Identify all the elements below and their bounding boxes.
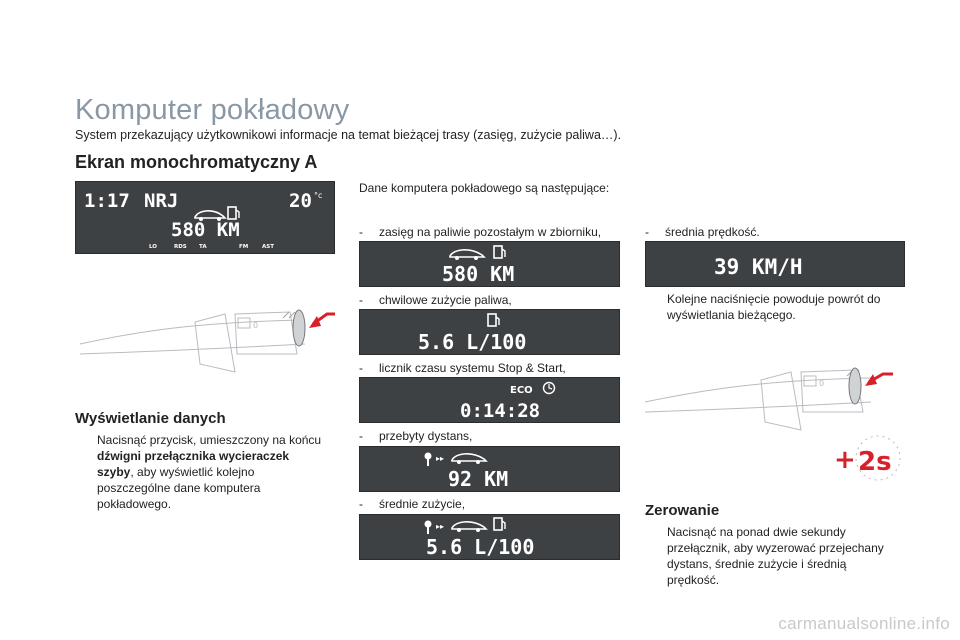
intro-text: Dane komputera pokładowego są następujące: <box>359 181 610 195</box>
display-temperature: 20 <box>289 190 312 212</box>
svg-text:0:14:28: 0:14:28 <box>460 400 541 422</box>
stop-start-icon <box>544 383 555 394</box>
display-time: 1:17 <box>84 190 130 212</box>
list-item: - przebyty dystans, <box>359 429 473 443</box>
indicator-fm: FM <box>239 244 249 250</box>
display-instruction: Nacisnąć przycisk, umieszczony na końcu dźwigni przełącznika wycieraczek szyby, aby wyświetlić kolejno poszczególne dane komputera pokładowego. <box>97 433 322 511</box>
display-range: 580 KM <box>171 219 240 241</box>
key-icon <box>425 453 432 467</box>
wiper-stalk-illustration-reset <box>643 352 903 440</box>
key-icon <box>425 521 432 535</box>
press-arrow-icon <box>309 314 335 328</box>
section-heading-display: Wyświetlanie danych <box>75 410 226 427</box>
display-average-consumption <box>359 514 620 560</box>
page-subtitle: System przekazujący użytkownikowi informacje na temat bieżącej trasy (zasięg, zużycie paliwa…). <box>75 128 622 142</box>
arrows-icon: ▸▸ <box>436 522 445 531</box>
page-title: Komputer pokładowy <box>75 94 350 126</box>
fuel-pump-icon <box>228 207 239 219</box>
fuel-pump-icon <box>494 518 505 530</box>
display-instant-consumption <box>359 309 620 355</box>
svg-text:5.6 L/100: 5.6 L/100 <box>418 330 527 354</box>
car-icon <box>452 454 486 464</box>
display-temp-unit: °c <box>314 191 323 200</box>
next-press-instruction: Kolejne naciśnięcie powoduje powrót do wyświetlania bieżącego. <box>667 292 881 322</box>
fuel-pump-icon <box>488 314 499 326</box>
section-heading-reset: Zerowanie <box>645 502 720 519</box>
list-item: - średnia prędkość. <box>645 225 760 239</box>
wiper-stalk-illustration <box>75 292 340 384</box>
arrows-icon: ▸▸ <box>436 454 445 463</box>
indicator-rds: RDS <box>174 244 187 250</box>
list-item: - średnie zużycie, <box>359 497 466 511</box>
indicator-ast: AST <box>262 244 274 250</box>
hold-2s-badge <box>832 432 902 484</box>
two-seconds-label: 2s <box>858 447 892 477</box>
svg-text:0: 0 <box>253 321 259 330</box>
svg-text:92 KM: 92 KM <box>448 467 509 491</box>
svg-text:0: 0 <box>819 379 825 388</box>
list-item: - chwilowe zużycie paliwa, <box>359 293 512 307</box>
indicator-lo: LO <box>149 244 157 250</box>
svg-text:39 KM/H: 39 KM/H <box>714 255 803 279</box>
display-average-speed <box>645 241 905 287</box>
press-arrow-icon <box>865 374 893 386</box>
reset-instruction: Nacisnąć na ponad dwie sekundy przełącznik, aby wyzerować przejechany dystans, średnie zużycie i średnią prędkość. <box>667 525 884 587</box>
wiper-stalk-term: dźwigni przełącznika wycieraczek szyby <box>97 449 290 479</box>
section-heading-screen: Ekran monochromatyczny A <box>75 152 318 172</box>
svg-text:5.6 L/100: 5.6 L/100 <box>426 535 535 559</box>
list-item: - licznik czasu systemu Stop & Start, <box>359 361 566 375</box>
eco-badge: ECO <box>510 385 533 396</box>
watermark: carmanualsonline.info <box>778 614 950 633</box>
display-stop-start-timer <box>359 377 620 423</box>
plus-sign: + <box>834 445 856 475</box>
svg-text:580 KM: 580 KM <box>442 262 515 286</box>
main-monochrome-display <box>75 181 335 254</box>
car-icon <box>452 522 486 532</box>
display-trip-distance <box>359 446 620 492</box>
display-range <box>359 241 620 287</box>
list-item: - zasięg na paliwie pozostałym w zbiorniku, <box>359 225 602 239</box>
car-icon <box>450 250 484 260</box>
display-radio: NRJ <box>144 190 179 212</box>
fuel-pump-icon <box>494 246 505 258</box>
indicator-ta: TA <box>199 244 207 250</box>
